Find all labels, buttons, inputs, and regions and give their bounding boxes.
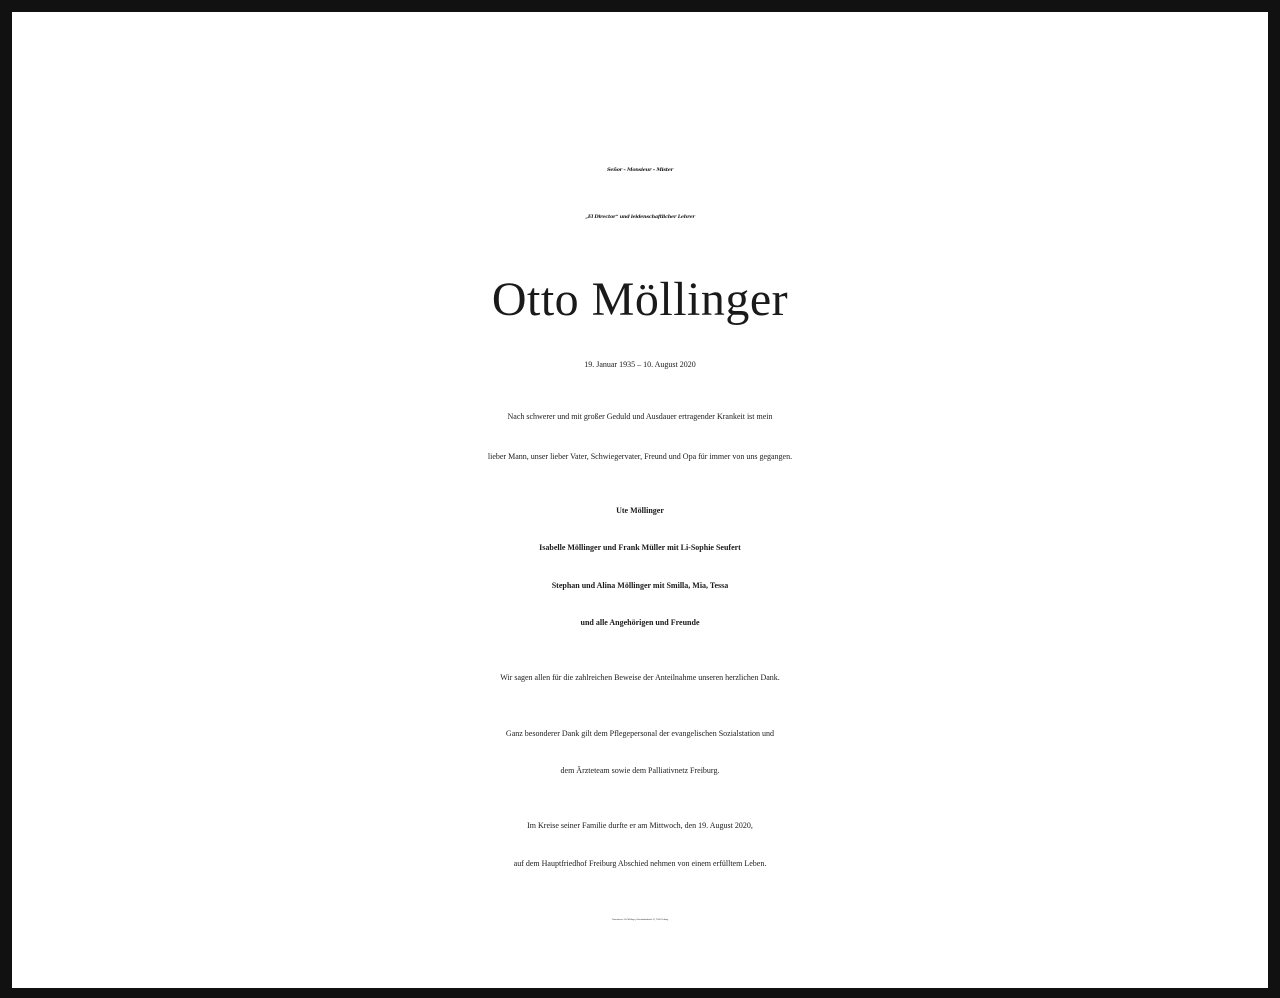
title-line-2: „El Director“ und leidenschaftlicher Lehrer	[585, 214, 695, 220]
farewell-line-2: auf dem Hauptfriedhof Freiburg Abschied nehmen von einem erfülltem Leben.	[513, 859, 767, 868]
mourner-line: und alle Angehörigen und Freunde	[580, 618, 700, 627]
mourning-address: Traueradresse: Ute Möllinger, Schwimmbadstraße 39, 79100 Freiburg	[611, 919, 669, 921]
mourner-line: Stephan und Alina Möllinger mit Smilla, Mia, Tessa	[551, 581, 729, 590]
title-line-1: Señor – Monsieur – Mister	[607, 167, 673, 173]
mourner-line: Isabelle Möllinger und Frank Müller mit Li-Sophie Seufert	[539, 543, 741, 552]
deceased-name: Otto Möllinger	[491, 273, 789, 326]
thanks-special-line-1: Ganz besonderer Dank gilt dem Pflegepersonal der evangelischen Sozialstation und	[505, 729, 775, 738]
thanks-general: Wir sagen allen für die zahlreichen Beweise der Anteilnahme unseren herzlichen Dank.	[500, 673, 780, 682]
farewell-line-1: Im Kreise seiner Familie durfte er am Mittwoch, den 19. August 2020,	[527, 821, 753, 830]
announcement-line-1: Nach schwerer und mit großer Geduld und Ausdauer ertragender Krankeit ist mein	[507, 412, 773, 421]
mourner-line: Ute Möllinger	[616, 506, 664, 515]
announcement-line-2: lieber Mann, unser lieber Vater, Schwiegervater, Freund und Opa für immer von uns gegangen.	[487, 452, 793, 461]
thanks-special-line-2: dem Ärzteteam sowie dem Palliativnetz Freiburg.	[560, 766, 720, 775]
life-dates: 19. Januar 1935 – 10. August 2020	[584, 360, 696, 369]
